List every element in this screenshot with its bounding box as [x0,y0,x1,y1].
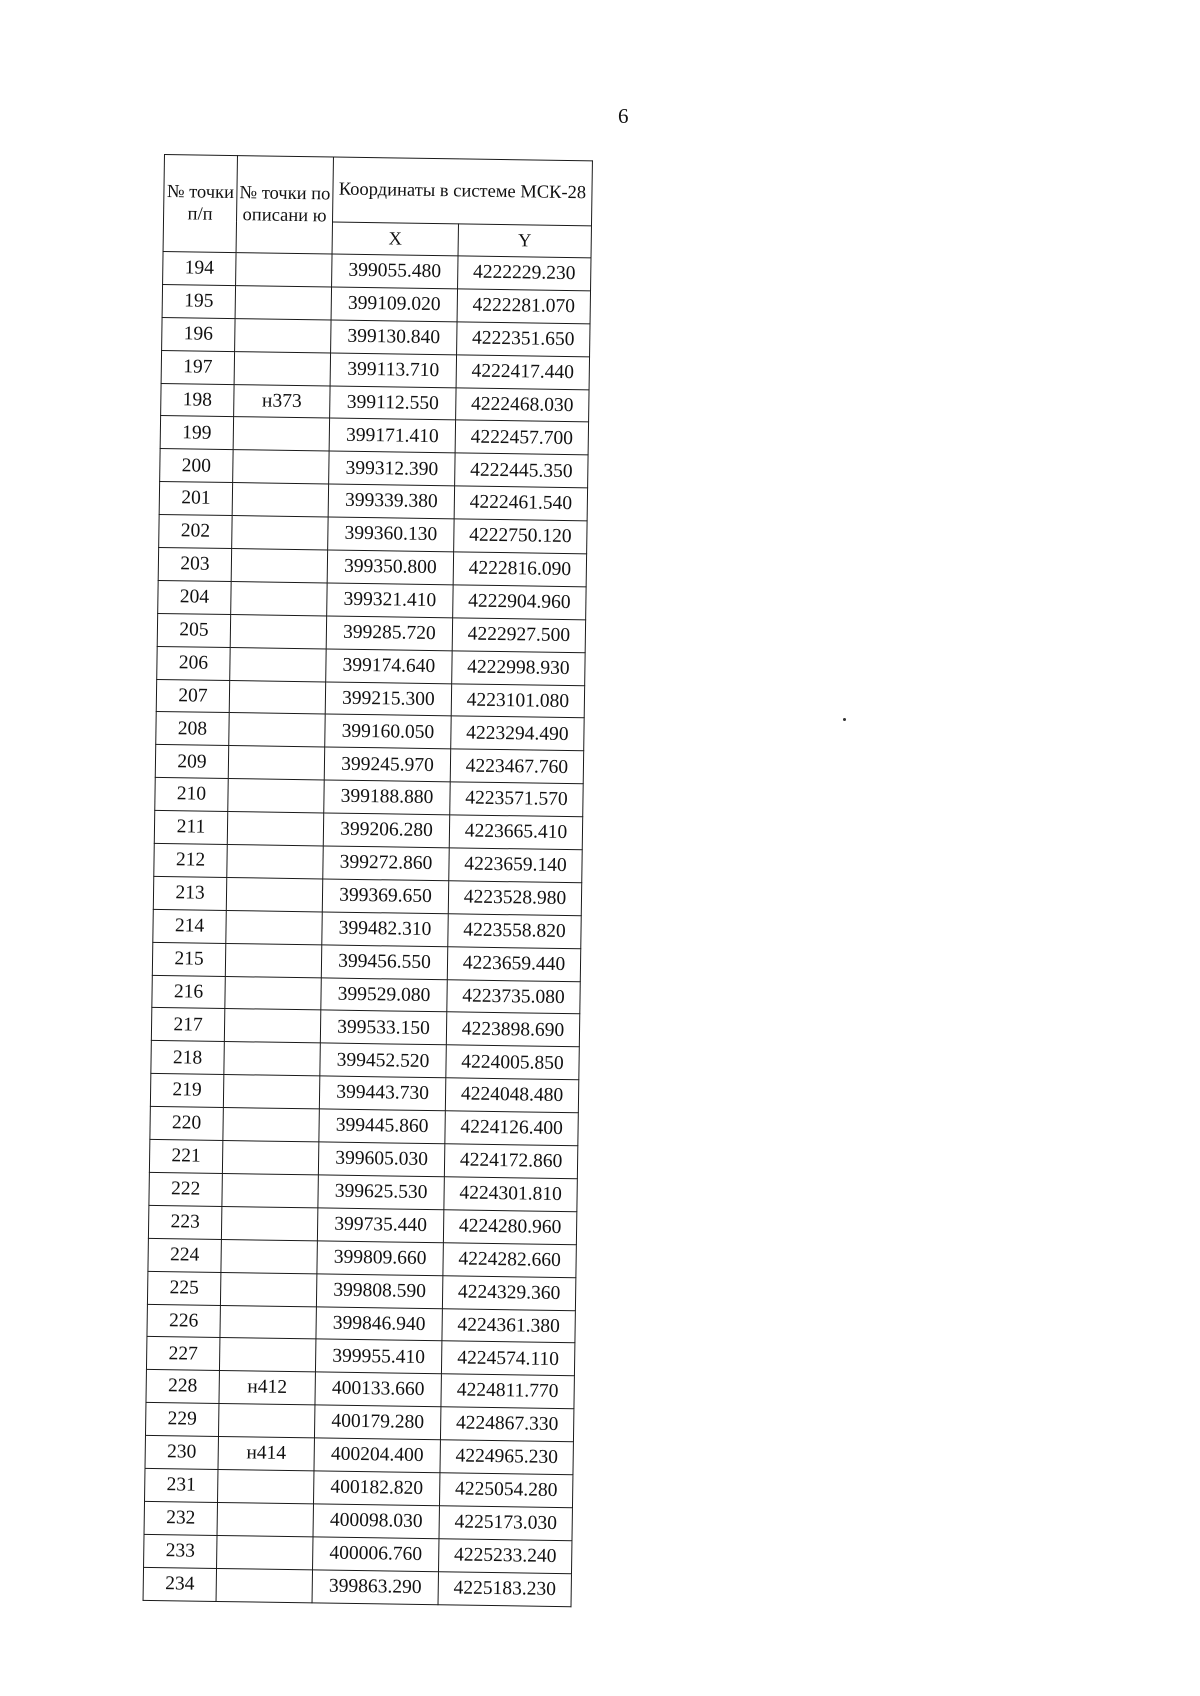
point-number-cell: 221 [149,1139,222,1173]
y-coordinate-cell: 4224005.850 [446,1045,579,1080]
point-number-cell: 222 [149,1172,222,1206]
y-coordinate-cell: 4224282.660 [443,1242,576,1277]
description-point-cell [235,285,331,319]
y-coordinate-cell: 4224172.860 [444,1144,577,1179]
point-number-cell: 214 [153,909,226,943]
point-number-cell: 220 [150,1107,223,1141]
x-coordinate-cell: 399735.440 [317,1208,443,1243]
point-number-cell: 233 [144,1534,217,1568]
description-point-cell [231,549,327,583]
point-number-cell: 231 [145,1468,218,1502]
description-point-cell [225,943,321,977]
point-number-cell: 223 [148,1205,221,1239]
y-coordinate-cell: 4225173.030 [439,1506,572,1541]
x-coordinate-cell: 399055.480 [332,254,458,289]
description-point-cell [235,318,331,352]
y-coordinate-cell: 4223528.980 [448,881,581,916]
table-row [143,1567,571,1606]
point-number-cell: 227 [146,1337,219,1371]
point-number-cell: 201 [159,482,232,516]
description-point-cell [225,976,321,1010]
x-coordinate-cell: 399160.050 [325,714,451,749]
x-coordinate-cell: 399360.130 [328,517,454,552]
description-point-cell [221,1206,317,1240]
page-number: 6 [618,104,629,128]
point-number-cell: 211 [154,811,227,845]
x-coordinate-cell: 399174.640 [326,649,452,684]
point-number-cell: 226 [147,1304,220,1338]
y-coordinate-cell: 4223665.410 [449,815,582,850]
point-number-cell: 209 [155,745,228,779]
x-coordinate-cell: 400204.400 [314,1438,440,1473]
point-number-cell: 215 [152,942,225,976]
description-point-cell [229,713,325,747]
description-point-cell [232,483,328,517]
y-coordinate-cell: 4222417.440 [456,355,589,390]
y-coordinate-cell: 4225183.230 [438,1571,571,1606]
x-coordinate-cell: 399312.390 [329,451,455,486]
description-point-cell [222,1141,318,1175]
description-point-cell [223,1075,319,1109]
description-point-cell [221,1239,317,1273]
point-number-cell: 207 [156,679,229,713]
x-coordinate-cell: 399529.080 [321,978,447,1013]
y-coordinate-cell: 4223558.820 [448,914,581,949]
x-coordinate-cell: 400179.280 [314,1405,440,1440]
x-coordinate-cell: 400098.030 [313,1504,439,1539]
point-number-cell: 196 [162,317,235,351]
x-coordinate-cell: 399245.970 [324,747,450,782]
y-coordinate-cell: 4224126.400 [445,1111,578,1146]
y-coordinate-cell: 4223659.140 [449,848,582,883]
x-coordinate-cell: 399369.650 [322,879,448,914]
point-number-cell: 224 [148,1238,221,1272]
x-coordinate-cell: 399452.520 [320,1043,446,1078]
y-coordinate-cell: 4223898.690 [446,1012,579,1047]
header-y: Y [458,224,591,258]
point-number-cell: 228 [146,1370,219,1404]
point-number-cell: 198 [161,383,234,417]
y-coordinate-cell: 4225054.280 [439,1473,572,1508]
description-point-cell: н412 [219,1371,315,1405]
point-number-cell: 213 [153,876,226,910]
point-number-cell: 219 [150,1074,223,1108]
x-coordinate-cell: 399350.800 [327,550,453,585]
y-coordinate-cell: 4224811.770 [441,1374,574,1409]
x-coordinate-cell: 399112.550 [330,386,456,421]
x-coordinate-cell: 399272.860 [323,846,449,881]
x-coordinate-cell: 399445.860 [319,1109,445,1144]
header-coordinate-system: Координаты в системе МСК-28 [333,157,593,226]
x-coordinate-cell: 399321.410 [327,583,453,618]
y-coordinate-cell: 4224329.360 [442,1275,575,1310]
point-number-cell: 230 [145,1435,218,1469]
x-coordinate-cell: 399808.590 [316,1274,442,1309]
point-number-cell: 203 [158,547,231,581]
point-number-cell: 217 [151,1008,224,1042]
point-number-cell: 212 [154,843,227,877]
x-coordinate-cell: 399955.410 [315,1339,441,1374]
y-coordinate-cell: 4222445.350 [455,453,588,488]
description-point-cell [228,779,324,813]
point-number-cell: 197 [161,350,234,384]
y-coordinate-cell: 4223659.440 [447,947,580,982]
y-coordinate-cell: 4224280.960 [443,1210,576,1245]
point-number-cell: 216 [152,975,225,1009]
point-number-cell: 218 [151,1041,224,1075]
y-coordinate-cell: 4223571.570 [450,782,583,817]
point-number-cell: 225 [147,1271,220,1305]
y-coordinate-cell: 4224361.380 [442,1308,575,1343]
y-coordinate-cell: 4224965.230 [440,1440,573,1475]
point-number-cell: 229 [145,1403,218,1437]
x-coordinate-cell: 399339.380 [328,484,454,519]
description-point-cell [222,1173,318,1207]
y-coordinate-cell: 4224574.110 [441,1341,574,1376]
description-point-cell [223,1108,319,1142]
x-coordinate-cell: 400182.820 [313,1471,439,1506]
x-coordinate-cell: 399846.940 [316,1306,442,1341]
description-point-cell [217,1502,313,1536]
point-number-cell: 204 [158,580,231,614]
table-body [143,251,591,1606]
description-point-cell [230,647,326,681]
y-coordinate-cell: 4222229.230 [458,256,591,291]
y-coordinate-cell: 4222351.650 [457,322,590,357]
x-coordinate-cell: 399456.550 [321,945,447,980]
description-point-cell [229,680,325,714]
point-number-cell: 210 [155,778,228,812]
description-point-cell [218,1404,314,1438]
description-point-cell [217,1535,313,1569]
description-point-cell [226,877,322,911]
x-coordinate-cell: 399206.280 [323,813,449,848]
y-coordinate-cell: 4222461.540 [454,486,587,521]
x-coordinate-cell: 399130.840 [331,320,457,355]
table-header [163,155,592,258]
point-number-cell: 199 [160,416,233,450]
point-number-cell: 194 [163,251,236,285]
description-point-cell [227,845,323,879]
y-coordinate-cell: 4224867.330 [440,1407,573,1442]
y-coordinate-cell: 4222816.090 [453,552,586,587]
point-number-cell: 206 [157,646,230,680]
coordinates-table [143,154,593,1607]
description-point-cell [220,1305,316,1339]
description-point-cell [233,450,329,484]
x-coordinate-cell: 399809.660 [317,1241,443,1276]
x-coordinate-cell: 399533.150 [320,1010,446,1045]
point-number-cell: 205 [157,613,230,647]
x-coordinate-cell: 399625.530 [318,1175,444,1210]
description-point-cell: н373 [234,384,330,418]
x-coordinate-cell: 399863.290 [312,1569,438,1604]
y-coordinate-cell: 4223101.080 [451,683,584,718]
point-number-cell: 232 [144,1501,217,1535]
point-number-cell: 195 [162,284,235,318]
x-coordinate-cell: 399109.020 [331,287,457,322]
x-coordinate-cell: 399285.720 [326,616,452,651]
y-coordinate-cell: 4223735.080 [447,979,580,1014]
y-coordinate-cell: 4222927.500 [452,618,585,653]
description-point-cell [231,581,327,615]
point-number-cell: 202 [159,515,232,549]
description-point-cell [236,253,332,287]
description-point-cell [226,910,322,944]
y-coordinate-cell: 4222468.030 [456,387,589,422]
x-coordinate-cell: 399443.730 [319,1076,445,1111]
header-description-point: № точки по описани ю [236,156,333,254]
scan-dot [843,718,846,721]
description-point-cell [219,1338,315,1372]
description-point-cell: н414 [218,1437,314,1471]
y-coordinate-cell: 4222281.070 [457,289,590,324]
description-point-cell [228,746,324,780]
y-coordinate-cell: 4222457.700 [455,420,588,455]
y-coordinate-cell: 4225233.240 [439,1538,572,1573]
y-coordinate-cell: 4223467.760 [450,749,583,784]
y-coordinate-cell: 4224048.480 [445,1078,578,1113]
description-point-cell [227,812,323,846]
x-coordinate-cell: 399171.410 [329,418,455,453]
description-point-cell [232,516,328,550]
description-point-cell [234,351,330,385]
header-point-number: № точки п/п [163,155,237,253]
x-coordinate-cell: 399482.310 [322,912,448,947]
y-coordinate-cell: 4222998.930 [452,651,585,686]
description-point-cell [216,1568,312,1602]
x-coordinate-cell: 400133.660 [315,1372,441,1407]
description-point-cell [230,614,326,648]
point-number-cell: 234 [143,1567,216,1601]
description-point-cell [224,1009,320,1043]
x-coordinate-cell: 399605.030 [318,1142,444,1177]
x-coordinate-cell: 399113.710 [330,353,456,388]
description-point-cell [233,417,329,451]
point-number-cell: 208 [156,712,229,746]
x-coordinate-cell: 399188.880 [324,780,450,815]
description-point-cell [220,1272,316,1306]
x-coordinate-cell: 399215.300 [325,682,451,717]
description-point-cell [218,1469,314,1503]
x-coordinate-cell: 400006.760 [313,1537,439,1572]
description-point-cell [224,1042,320,1076]
y-coordinate-cell: 4222750.120 [454,519,587,554]
point-number-cell: 200 [160,449,233,483]
header-x: X [332,222,458,256]
y-coordinate-cell: 4224301.810 [444,1177,577,1212]
y-coordinate-cell: 4223294.490 [451,716,584,751]
y-coordinate-cell: 4222904.960 [453,585,586,620]
